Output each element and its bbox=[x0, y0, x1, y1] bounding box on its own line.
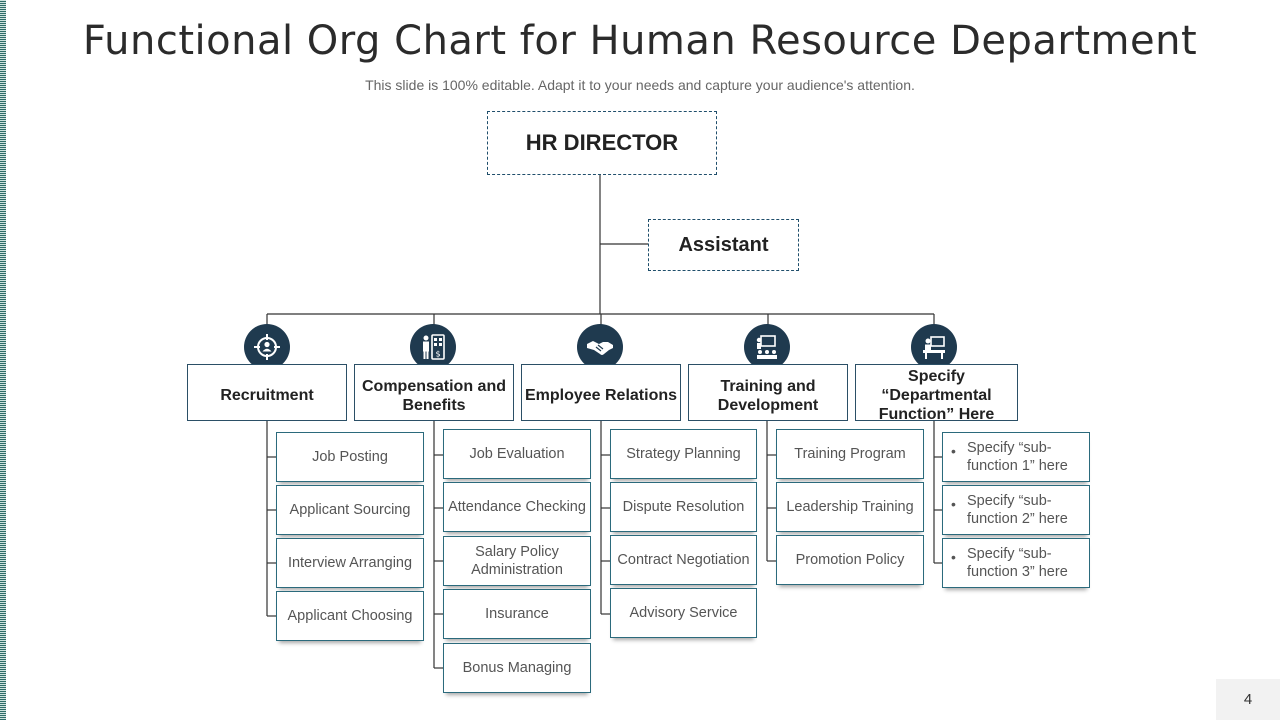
sub-function-box: Dispute Resolution bbox=[610, 482, 757, 532]
bullet-dot: • bbox=[951, 549, 956, 565]
sub-function-box: Leadership Training bbox=[776, 482, 924, 532]
sub-function-box: Job Evaluation bbox=[443, 429, 591, 479]
page-title: Functional Org Chart for Human Resource Department bbox=[82, 18, 1198, 64]
assistant-box: Assistant bbox=[648, 219, 799, 271]
sub-function-box: Strategy Planning bbox=[610, 429, 757, 479]
sub-function-box bbox=[942, 538, 1090, 588]
sub-function-text: Specify “sub-function 1” here bbox=[967, 440, 1068, 474]
sub-function-box: Applicant Sourcing bbox=[276, 485, 424, 535]
dept-specify-box: Specify “Departmental Function” Here bbox=[855, 364, 1018, 421]
sub-function-box: Bonus Managing bbox=[443, 643, 591, 693]
sub-function-box: Advisory Service bbox=[610, 588, 757, 638]
sub-function-box: Salary Policy Administration bbox=[443, 536, 591, 586]
sub-function-box: Attendance Checking bbox=[443, 482, 591, 532]
sub-function-box: Insurance bbox=[443, 589, 591, 639]
dept-employee-relations-box: Employee Relations bbox=[521, 364, 681, 421]
sub-function-box: Training Program bbox=[776, 429, 924, 479]
sub-function-text: Specify “sub-function 2” here bbox=[967, 493, 1068, 527]
sub-function-box: Job Posting bbox=[276, 432, 424, 482]
dept-compensation-box: Compensation and Benefits bbox=[354, 364, 514, 421]
page-number: 4 bbox=[1216, 679, 1280, 720]
sub-function-box bbox=[942, 432, 1090, 482]
dept-training-box: Training and Development bbox=[688, 364, 848, 421]
sub-function-box: Applicant Choosing bbox=[276, 591, 424, 641]
svg-text:$: $ bbox=[435, 349, 441, 359]
sub-function-box: Contract Negotiation bbox=[610, 535, 757, 585]
sub-function-text: Specify “sub-function 3” here bbox=[967, 546, 1068, 580]
hr-director-box: HR DIRECTOR bbox=[487, 111, 717, 175]
sub-function-box bbox=[942, 485, 1090, 535]
bullet-dot: • bbox=[951, 496, 956, 512]
dept-recruitment-box: Recruitment bbox=[187, 364, 347, 421]
sub-function-box: Interview Arranging bbox=[276, 538, 424, 588]
sub-function-box: Promotion Policy bbox=[776, 535, 924, 585]
page-subtitle: This slide is 100% editable. Adapt it to your needs and capture your audience's attention. bbox=[365, 77, 915, 93]
bullet-dot: • bbox=[951, 443, 956, 459]
